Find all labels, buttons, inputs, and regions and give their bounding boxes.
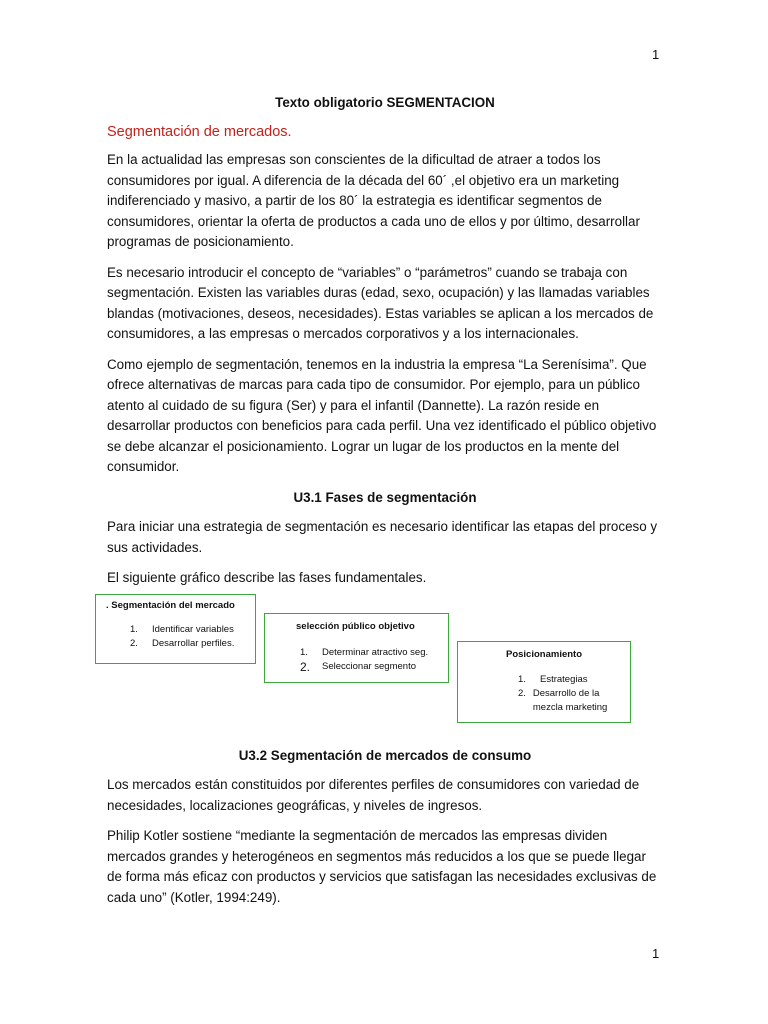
page-number-bottom: 1 bbox=[652, 946, 660, 961]
phase-item: 1. Identificar variables bbox=[130, 623, 234, 635]
phase-item: 2. Desarrollar perfiles. bbox=[130, 637, 235, 649]
paragraph: Es necesario introducir el concepto de “variables” o “parámetros” cuando se trabaja con segmentación. Existen las variables duras (edad, sexo, ocupación) y las llamadas variables blandas (motivaciones, deseos, necesidades). Estas variables se aplican a los mercados de consumidores, a las empresas o mercados corporativos y a los internacionales. bbox=[107, 264, 654, 341]
subheading-consumo: U3.2 Segmentación de mercados de consumo bbox=[238, 747, 532, 763]
phase-title: selección público objetivo bbox=[296, 620, 415, 632]
section-heading: Segmentación de mercados. bbox=[107, 124, 292, 140]
page-number-top: 1 bbox=[652, 47, 660, 62]
phase-box-seleccion bbox=[264, 613, 449, 683]
phase-title: Posicionamiento bbox=[506, 648, 583, 660]
phase-title: . Segmentación del mercado bbox=[106, 599, 235, 611]
paragraph: Philip Kotler sostiene “mediante la segmentación de mercados las empresas dividen mercados grandes y heterogéneos en segmentos más reducidos a los que se puede llegar de forma más eficaz con productos y servicios que satisfagan las necesidades exclusivas de cada uno” (Kotler, 1994:249). bbox=[107, 828, 657, 905]
subheading-fases: U3.1 Fases de segmentación bbox=[293, 489, 477, 505]
paragraph: En la actualidad las empresas son conscientes de la dificultad de atraer a todos los consumidores por igual. A diferencia de la década del 60´ ,el objetivo era un marketing indiferenciado y masivo, a partir de los 80´ la estrategia es identificar segmentos de consumidores, orientar la oferta de productos a cada uno de ellos y por último, desarrollar programas de posicionamiento. bbox=[107, 152, 640, 249]
document-title: Texto obligatorio SEGMENTACION bbox=[275, 95, 495, 110]
phase-item: 1. Determinar atractivo seg. bbox=[300, 646, 429, 658]
phases-diagram bbox=[107, 594, 663, 740]
paragraph: El siguiente gráfico describe las fases fundamentales. bbox=[107, 570, 427, 585]
phase-box-posicionamiento bbox=[457, 641, 631, 723]
phase-item: 2. Desarrollo de la mezcla marketing bbox=[518, 687, 608, 713]
paragraph: Como ejemplo de segmentación, tenemos en la industria la empresa “La Serenísima”. Que ofrece alternativas de marcas para cada tipo de consumidor. Por ejemplo, para un público atento al cuidado de su figura (Ser) y para el infantil (Dannette). La razón reside en desarrollar productos con beneficios para cada perfil. Una vez identificado el público objetivo se debe alcanzar el posicionamiento. Lograr un lugar de los productos en la mente del consumidor. bbox=[107, 356, 657, 474]
phase-item: 1. Estrategias bbox=[518, 673, 588, 685]
document-body bbox=[107, 93, 663, 918]
paragraph: Los mercados están constituidos por diferentes perfiles de consumidores con variedad de necesidades, localizaciones geográficas, y niveles de ingresos. bbox=[107, 777, 640, 813]
phase-box-segmentacion bbox=[95, 594, 256, 664]
paragraph: Para iniciar una estrategia de segmentación es necesario identificar las etapas del proceso y sus actividades. bbox=[107, 519, 658, 555]
phase-item: 2. Seleccionar segmento bbox=[300, 659, 416, 674]
